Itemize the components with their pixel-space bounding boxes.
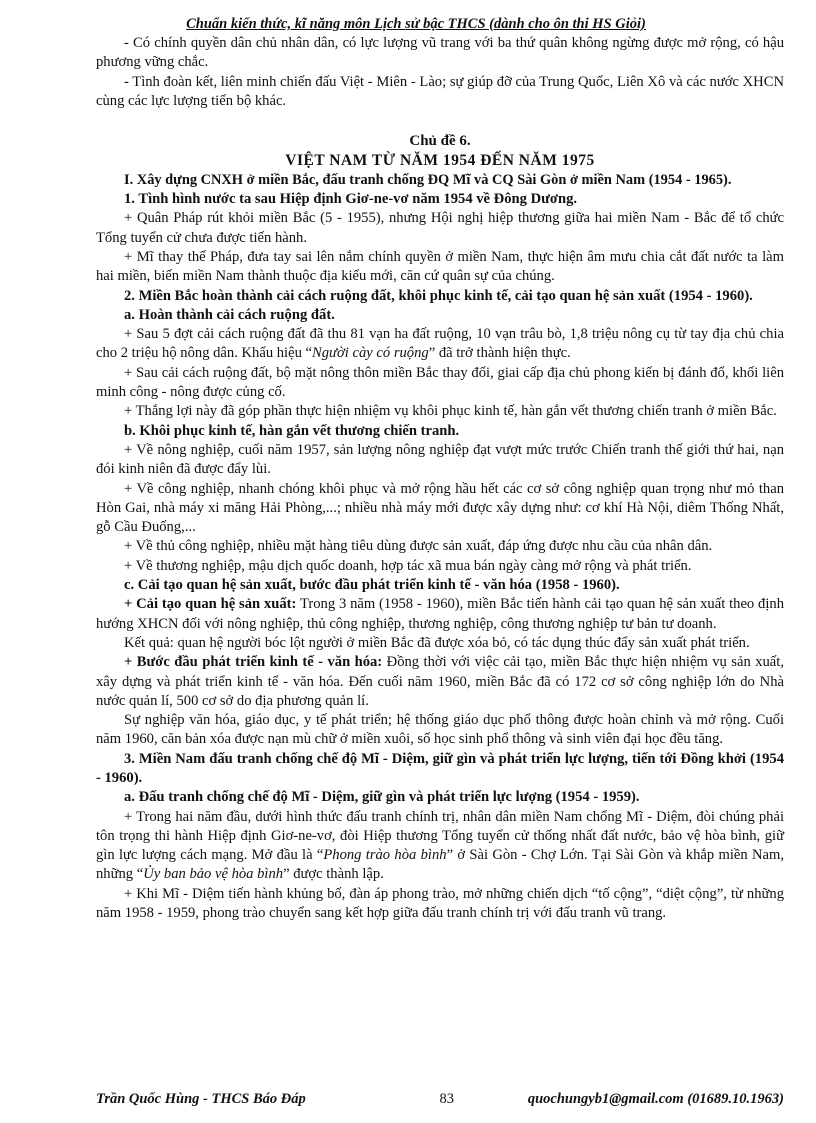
paragraph: - Tình đoàn kết, liên minh chiến đấu Việt - Miên - Lào; sự giúp đỡ của Trung Quốc, Liên Xô và các nước XHCN cùng các lực lượng tiến bộ khác. [96, 73, 784, 109]
item-heading: a. Đấu tranh chống chế độ Mĩ - Diệm, giữ gìn và phát triển lực lượng (1954 - 1959). [124, 789, 640, 806]
paragraph: + Quân Pháp rút khỏi miền Bắc (5 - 1955), nhưng Hội nghị hiệp thương giữa hai miền Nam - Bắc để tổ chức Tổng tuyển cử chưa được tiến hành. [96, 210, 784, 246]
chapter-label: Chủ đề 6. [409, 133, 471, 150]
subsection-heading: 1. Tình hình nước ta sau Hiệp định Giơ-ne-vơ năm 1954 về Đông Dương. [124, 191, 578, 208]
item-heading: a. Hoàn thành cải cách ruộng đất. [124, 306, 335, 323]
paragraph [96, 808, 784, 885]
bold-text: + Bước đầu phát triển kinh tế - văn hóa: [124, 654, 383, 671]
text-run: + Trong hai năm đầu, dưới hình thức đấu tranh chính trị, nhân dân miền Nam chống Mĩ - Diệm, đòi chúng phải tôn trọng thi hành Hiệp định Giơ-ne-vơ, đòi Hiệp thương Tổng tuyển cử thống nhất đất nước, bảo vệ hòa bình, giữ gìn lực lượng cách mạng. Mở đầu là “ [96, 808, 784, 864]
paragraph: + Về nông nghiệp, cuối năm 1957, sản lượng nông nghiệp đạt vượt mức trước Chiến tranh thế giới thứ hai, nạn đói kinh niên đã được đẩy lùi. [96, 441, 784, 478]
paragraph: + Sau cải cách ruộng đất, bộ mặt nông thôn miền Bắc thay đổi, giai cấp địa chủ phong kiến bị đánh đổ, khối liên minh công - nông được củng cố. [96, 364, 784, 401]
paragraph: + Khi Mĩ - Diệm tiến hành khủng bố, đàn áp phong trào, mở những chiến dịch “tố cộng”, “diệt cộng”, từ những năm 1958 - 1959, phong trào chuyển sang kết hợp giữa đấu tranh chính trị với đấu tranh vũ trang. [96, 885, 784, 922]
paragraph: + Về công nghiệp, nhanh chóng khôi phục và mở rộng hầu hết các cơ sở công nghiệp quan trọng như mỏ than Hòn Gai, nhà máy xi măng Hải Phòng,...; nhiều nhà máy mới được xây dựng như: cơ khí Hà Nội, diêm Thống Nhất, gỗ Cầu Đuống,... [96, 480, 784, 536]
chapter-heading [96, 132, 784, 171]
text-run: ” ở Sài Gòn - Chợ Lớn. Tại Sài Gòn và khắp miền Nam, những “ [96, 847, 784, 883]
paragraph: Sự nghiệp văn hóa, giáo dục, y tế phát triển; hệ thống giáo dục phổ thông được hoàn chỉnh và mở rộng. Cuối năm 1960, căn bản xóa được nạn mù chữ ở miền xuôi, số học sinh phổ thông và sinh viên đại học đều tăng. [96, 712, 784, 748]
subsection-heading: 2. Miền Bắc hoàn thành cải cách ruộng đất, khôi phục kinh tế, cải tạo quan hệ sản xuất (1954 - 1960). [124, 287, 753, 304]
text-run: + Sau 5 đợt cải cách ruộng đất đã thu 81 vạn ha đất ruộng, 10 vạn trâu bò, 1,8 triệu nông cụ từ tay địa chủ chia cho 2 triệu hộ nông dân. Khẩu hiệu “ [96, 326, 784, 362]
paragraph: Kết quả: quan hệ người bóc lột người ở miền Bắc đã được xóa bỏ, có tác dụng thúc đẩy sản xuất phát triển. [124, 634, 750, 651]
page-number: 83 [439, 1091, 455, 1107]
page-footer [96, 1091, 784, 1108]
document-body [96, 34, 784, 923]
text-run: ” được thành lập. [283, 866, 384, 883]
paragraph [96, 325, 784, 364]
italic-text: Ủy ban bảo vệ hòa bình [143, 866, 284, 883]
text-run: ” đã trở thành hiện thực. [428, 345, 571, 362]
paragraph: + Mĩ thay thế Pháp, đưa tay sai lên nắm chính quyền ở miền Nam, thực hiện âm mưu chia cắt đất nước ta làm hai miền, biến miền Nam thành thuộc địa kiểu mới, căn cứ quân sự của chúng. [96, 248, 784, 285]
paragraph [96, 595, 784, 634]
text-run: Trong 3 năm (1958 - 1960), miền Bắc tiến hành cải tạo quan hệ sản xuất theo định hướng XHCN đối với nông nghiệp, thủ công nghiệp, thương nghiệp, công thương nghiệp tư bản tư doanh. [96, 596, 784, 632]
footer-contact: quochungyb1@gmail.com (01689.10.1963) [527, 1091, 784, 1107]
paragraph: + Thắng lợi này đã góp phần thực hiện nhiệm vụ khôi phục kinh tế, hàn gắn vết thương chiến tranh ở miền Bắc. [124, 403, 777, 420]
section-heading: I. Xây dựng CNXH ở miền Bắc, đấu tranh chống ĐQ Mĩ và CQ Sài Gòn ở miền Nam (1954 - 1965). [124, 171, 732, 188]
italic-text: Phong trào hòa bình [323, 847, 447, 864]
paragraph: + Về thủ công nghiệp, nhiều mặt hàng tiêu dùng được sản xuất, đáp ứng được nhu cầu của nhân dân. [124, 538, 713, 555]
page-header: Chuẩn kiến thức, kĩ năng môn Lịch sử bậc THCS (dành cho ôn thi HS Giỏi) [186, 16, 646, 32]
paragraph: + Về thương nghiệp, mậu dịch quốc doanh, hợp tác xã mua bán ngày càng mở rộng và phát triển. [124, 557, 692, 574]
text-run: Đồng thời với việc cải tạo, miền Bắc thực hiện nhiệm vụ sản xuất, xây dựng và phát triển kinh tế - văn hóa. Đến cuối năm 1960, miền Bắc đã có 172 cơ sở công nghiệp lớn do Nhà nước quản lí, 500 cơ sở do địa phương quản lí. [96, 654, 784, 709]
footer-author: Trần Quốc Hùng - THCS Báo Đáp [96, 1091, 306, 1107]
item-heading: c. Cải tạo quan hệ sản xuất, bước đầu phát triển kinh tế - văn hóa (1958 - 1960). [124, 577, 620, 594]
paragraph [96, 653, 784, 711]
paragraph: - Có chính quyền dân chủ nhân dân, có lực lượng vũ trang với ba thứ quân không ngừng được mở rộng, có hậu phương vững chắc. [96, 35, 784, 71]
chapter-title: VIỆT NAM TỪ NĂM 1954 ĐẾN NĂM 1975 [285, 152, 595, 170]
subsection-heading: 3. Miền Nam đấu tranh chống chế độ Mĩ - Diệm, giữ gìn và phát triển lực lượng, tiến tới Đồng khởi (1954 - 1960). [96, 750, 784, 786]
italic-text: Người cày có ruộng [312, 345, 429, 362]
bold-text: + Cải tạo quan hệ sản xuất: [124, 596, 297, 613]
item-heading: b. Khôi phục kinh tế, hàn gắn vết thương chiến tranh. [124, 422, 460, 439]
